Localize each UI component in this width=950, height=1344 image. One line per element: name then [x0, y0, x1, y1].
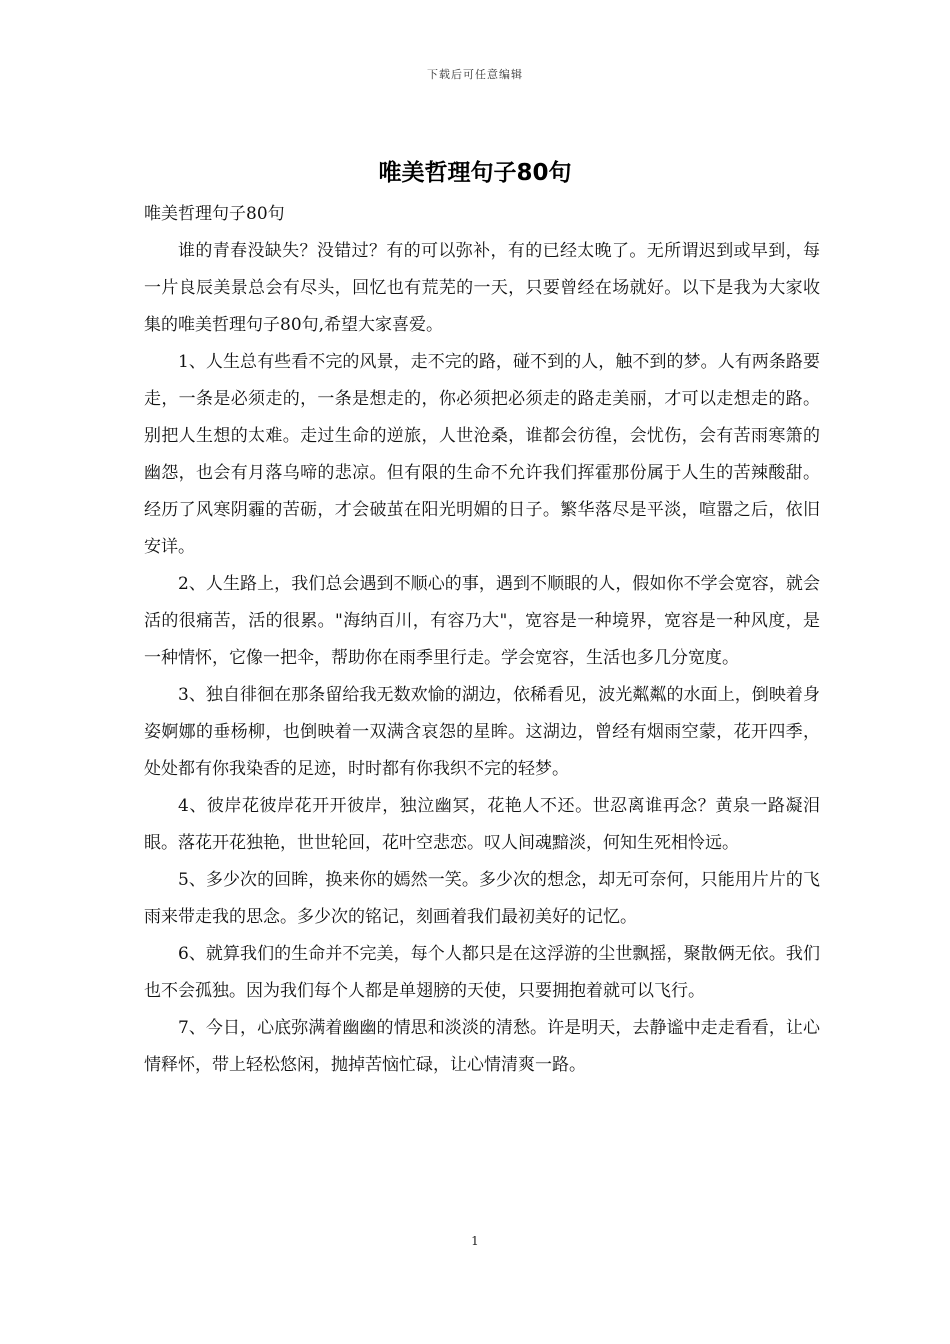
quote-paragraph-3: 3、独自徘徊在那条留给我无数欢愉的湖边，依稀看见，波光粼粼的水面上，倒映着身姿婀娜的垂杨柳，也倒映着一双满含哀怨的星眸。这湖边，曾经有烟雨空蒙，花开四季，处处都有你我染香的足迹，时时都有你我织不完的轻梦。 [144, 685, 820, 779]
quote-paragraph-6: 6、就算我们的生命并不完美，每个人都只是在这浮游的尘世飘摇，聚散俩无依。我们也不会孤独。因为我们每个人都是单翅膀的天使，只要拥抱着就可以飞行。 [144, 944, 820, 1001]
intro-paragraph: 谁的青春没缺失？没错过？有的可以弥补，有的已经太晚了。无所谓迟到或早到，每一片良辰美景总会有尽头，回忆也有荒芜的一天，只要曾经在场就好。以下是我为大家收集的唯美哲理句子80句,希望大家喜爱。 [144, 241, 820, 335]
header-note: 下载后可任意编辑 [427, 68, 523, 81]
quote-paragraph-7: 7、今日，心底弥满着幽幽的情思和淡淡的清愁。许是明天，去静谧中走走看看，让心情释怀，带上轻松悠闲，抛掉苦恼忙碌，让心情清爽一路。 [144, 1018, 820, 1075]
quote-paragraph-1: 1、人生总有些看不完的风景，走不完的路，碰不到的人，触不到的梦。人有两条路要走，一条是必须走的，一条是想走的，你必须把必须走的路走美丽，才可以走想走的路。别把人生想的太难。走过生命的逆旅，人世沧桑，谁都会彷徨，会忧伤，会有苦雨寒箫的幽怨，也会有月落乌啼的悲凉。但有限的生命不允许我们挥霍那份属于人生的苦辣酸甜。经历了风寒阴霾的苦砺，才会破茧在阳光明媚的日子。繁华落尽是平淡，喧嚣之后，依旧安详。 [144, 352, 820, 557]
quote-paragraph-4: 4、彼岸花彼岸花开开彼岸，独泣幽冥，花艳人不还。世忍离谁再念？黄泉一路凝泪眼。落花开花独艳，世世轮回，花叶空悲恋。叹人间魂黯淡，何知生死相怜远。 [144, 796, 820, 853]
subtitle-line: 唯美哲理句子80句 [144, 204, 285, 224]
document-body [144, 196, 820, 1084]
quote-paragraph-5: 5、多少次的回眸，换来你的嫣然一笑。多少次的想念，却无可奈何，只能用片片的飞雨来带走我的思念。多少次的铭记，刻画着我们最初美好的记忆。 [144, 870, 820, 927]
page-number: 1 [471, 1234, 479, 1248]
document-title: 唯美哲理句子80句 [378, 160, 572, 186]
quote-paragraph-2: 2、人生路上，我们总会遇到不顺心的事，遇到不顺眼的人，假如你不学会宽容，就会活的很痛苦，活的很累。"海纳百川，有容乃大"，宽容是一种境界，宽容是一种风度，是一种情怀，它像一把伞，帮助你在雨季里行走。学会宽容，生活也多几分宽度。 [144, 574, 820, 668]
